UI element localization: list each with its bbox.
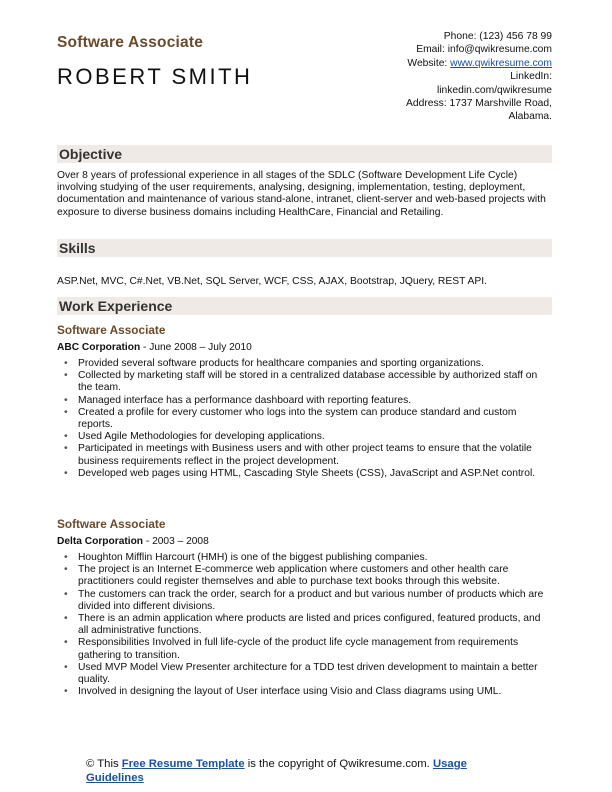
phone: Phone: (123) 456 78 99: [443, 31, 552, 42]
website: [406, 57, 552, 70]
job-1-bullets: [64, 358, 550, 480]
website-label: Website:: [407, 57, 451, 69]
list-item: • Provided several software products for healthcare companies and sporting organizations.: [64, 358, 550, 370]
objective-section-bar: [57, 145, 552, 163]
list-item: • Participated in meetings with Business users and with other project teams to ensure that the volatile business requirements reflect in the project development.: [64, 443, 550, 467]
job-2-dates: - 2003 – 2008: [143, 536, 209, 547]
skills-section-bar: [57, 239, 552, 257]
contact-info: [406, 30, 552, 124]
list-item: • Responsibilities Involved in full life-cycle of the product life cycle management from requirements gathering to transition.: [64, 637, 550, 661]
email: Email: info@qwikresume.com: [416, 44, 552, 56]
list-item: • Involved in designing the layout of User interface using Visio and Class diagrams using UML.: [64, 686, 550, 698]
skills-text: ASP.Net, MVC, C#.Net, VB.Net, SQL Server, WCF, CSS, AJAX, Bootstrap, JQuery, REST API.: [57, 276, 487, 287]
list-item: • There is an admin application where products are listed and prices configured, featured products, and all administrative functions.: [64, 613, 550, 637]
objective-text: Over 8 years of professional experience in all stages of the SDLC (Software Development Life Cycle) involving studying of the user requirements, analysing, designing, implementation, testing, deployment, documentation and maintenance of various stand-alone, intranet, client-server and web-based projects with exposure to diverse business domains including HealthCare, Financial and Retailing.: [57, 170, 546, 218]
resume-header: [57, 30, 552, 130]
list-item: • Houghton Mifflin Harcourt (HMH) is one of the biggest publishing companies.: [64, 552, 550, 564]
job-2-company: Delta Corporation: [57, 536, 144, 547]
list-item: • Used Agile Methodologies for developing applications.: [64, 431, 550, 443]
job-2-bullets: [64, 552, 550, 698]
list-item: • Created a profile for every customer who logs into the system can produce standard and custom reports.: [64, 407, 550, 431]
job-2-title: Software Associate: [57, 517, 166, 531]
usage-guidelines-link[interactable]: Usage Guidelines: [86, 758, 467, 784]
website-link[interactable]: www.qwikresume.com: [450, 57, 552, 69]
linkedin-url: linkedin.com/qwikresume: [436, 84, 552, 96]
linkedin-label: LinkedIn:: [510, 71, 552, 83]
free-resume-template-link[interactable]: Free Resume Template: [121, 758, 245, 770]
job-1-company: ABC Corporation: [57, 342, 141, 353]
job-title: Software Associate: [57, 34, 204, 51]
candidate-name: ROBERT SMITH: [57, 64, 253, 89]
list-item: • The project is an Internet E-commerce web application where customers and other health care practitioners could register themselves and able to purchase text books through this website.: [64, 564, 550, 588]
address-line-1: Address: 1737 Marshville Road,: [406, 98, 552, 110]
objective-heading: Objective: [59, 146, 123, 162]
list-item: • Managed interface has a performance dashboard with reporting features.: [64, 395, 550, 407]
experience-section-bar: [57, 297, 552, 315]
footer-prefix: © This: [86, 758, 122, 770]
list-item: • The customers can track the order, search for a product and but various number of products which are divided into different divisions.: [64, 589, 550, 613]
list-item: • Developed web pages using HTML, Cascading Style Sheets (CSS), JavaScript and ASP.Net control.: [64, 468, 550, 480]
copyright-footer: [0, 757, 612, 785]
job-1-title: Software Associate: [57, 323, 166, 337]
address-line-2: Alabama.: [508, 111, 552, 123]
list-item: • Collected by marketing staff will be stored in a centralized database accessible by authorized staff on the team.: [64, 370, 550, 394]
list-item: • Used MVP Model View Presenter architecture for a TDD test driven development to maintain a better quality.: [64, 662, 550, 686]
skills-heading: Skills: [59, 240, 96, 256]
job-1-company-line: [57, 342, 252, 353]
footer-middle: is the copyright of Qwikresume.com.: [244, 758, 433, 770]
job-1-dates: - June 2008 – July 2010: [140, 342, 252, 353]
job-2-company-line: [57, 536, 209, 547]
experience-heading: Work Experience: [59, 298, 173, 314]
